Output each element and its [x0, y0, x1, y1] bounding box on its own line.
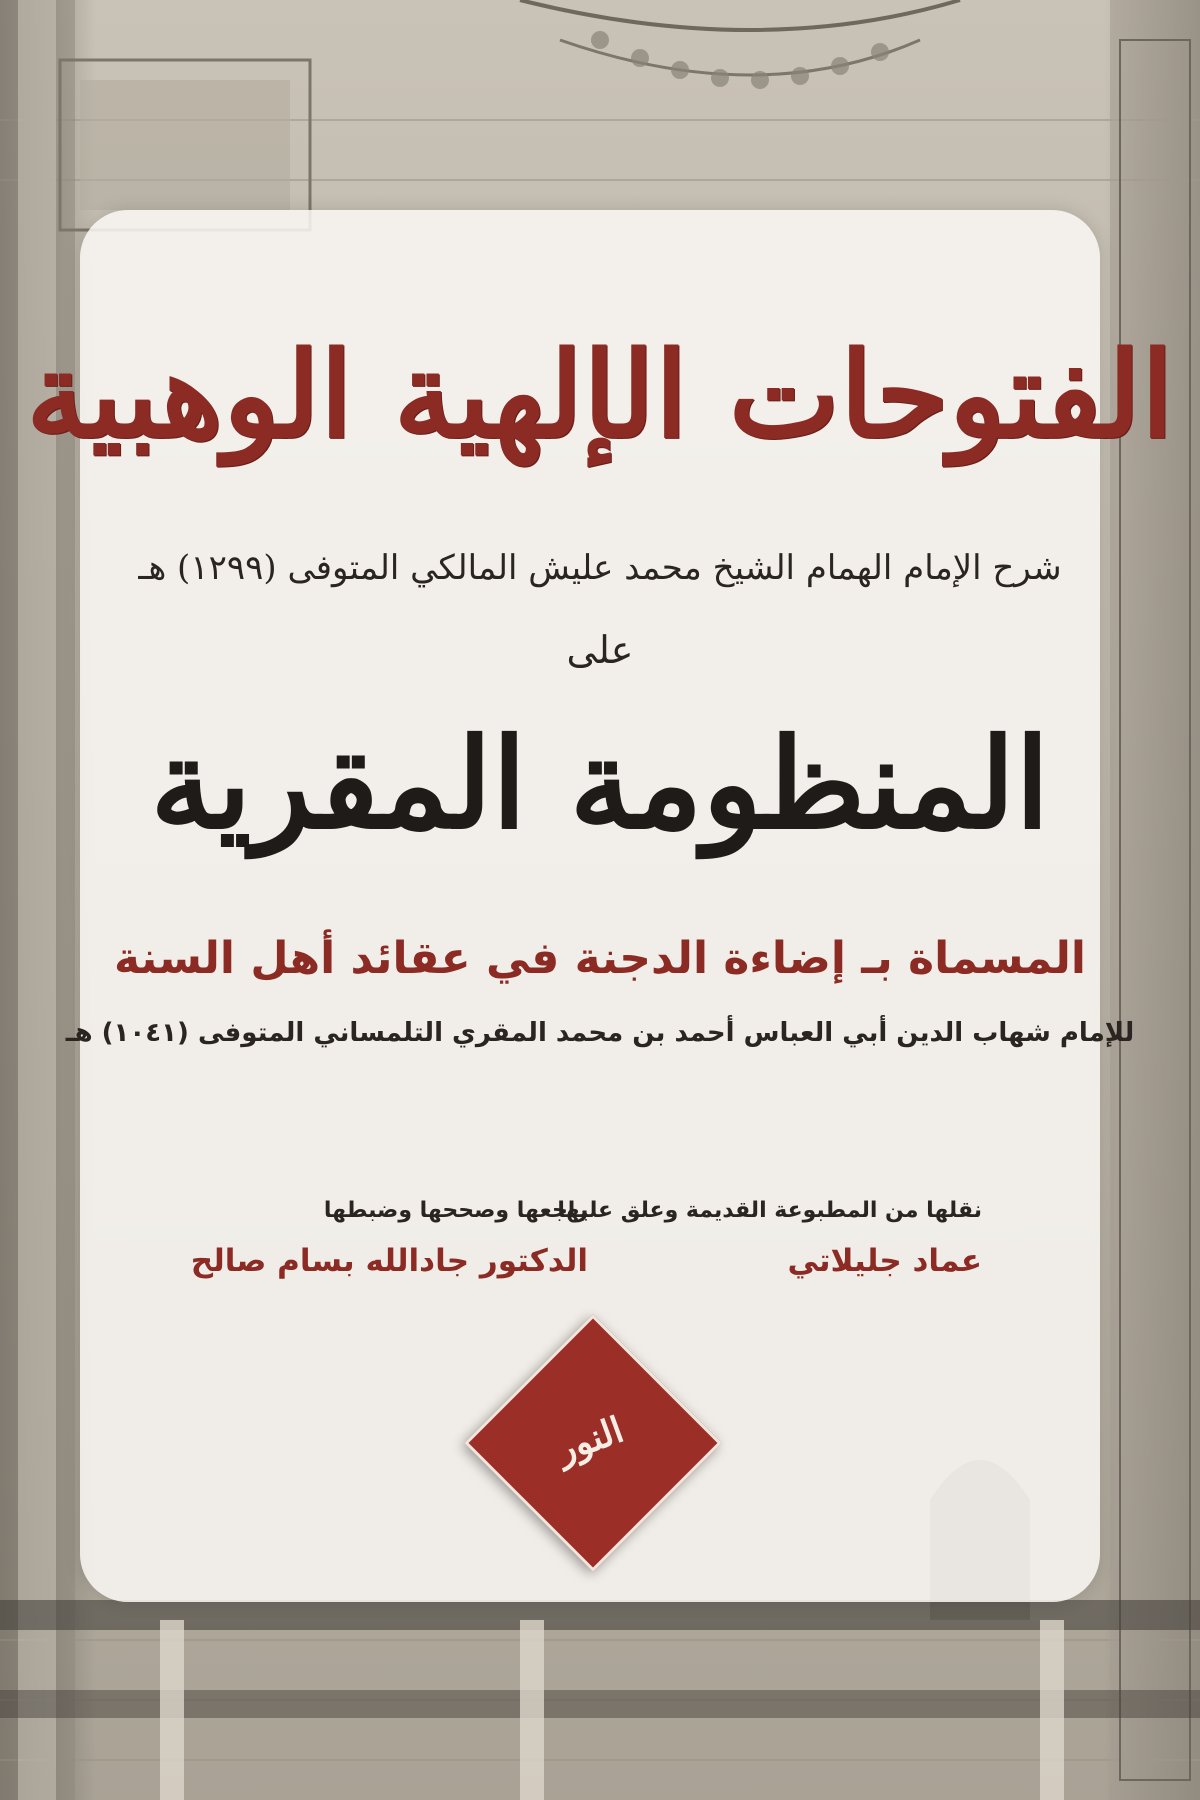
commentary-author-line: شرح الإمام الهمام الشيخ محمد عليش المالكي المتوفى (١٢٩٩) هـ [138, 548, 1062, 588]
publisher-logo-text: النور [550, 1408, 630, 1472]
transcriber-name: عماد جليلاتي [787, 1243, 982, 1279]
publisher-logo-mark [502, 1352, 678, 1528]
reviewer-name: الدكتور جادالله بسام صالح [190, 1243, 588, 1279]
reviewer-block [191, 1198, 588, 1279]
reviewer-label: راجعها وصححها وضبطها [323, 1198, 588, 1223]
connector-word: على [566, 628, 634, 672]
poem-alternate-name: المسماة بـ إضاءة الدجنة في عقائد أهل السنة [113, 933, 1087, 984]
transcriber-label: نقلها من المطبوعة القديمة وعلق عليها [557, 1198, 982, 1223]
transcriber-block [557, 1198, 982, 1279]
poem-author-line: للإمام شهاب الدين أبي العباس أحمد بن محمد المقري التلمساني المتوفى (١٠٤١) هـ [65, 1018, 1135, 1048]
poem-title: المنظومة المقرية [150, 712, 1050, 857]
book-main-title: الفتوحات الإلهية الوهبية [26, 325, 1174, 464]
